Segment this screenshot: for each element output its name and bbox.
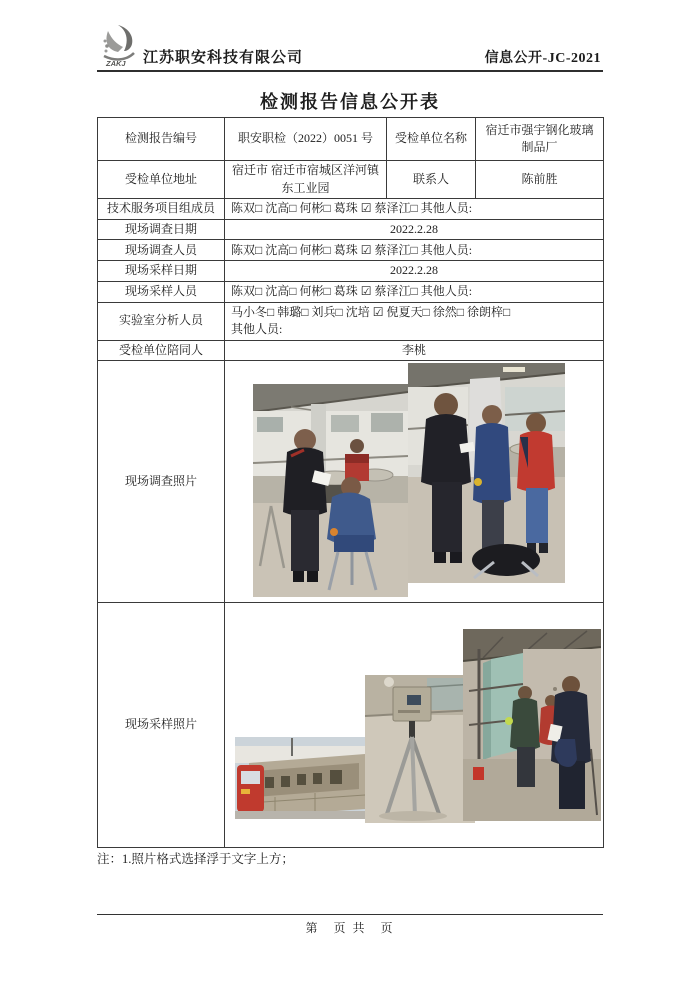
survey-photos-cell bbox=[225, 360, 604, 602]
unit-address-label: 受检单位地址 bbox=[98, 161, 225, 199]
contact-label: 联系人 bbox=[387, 161, 476, 199]
report-no-value: 职安职检（2022）0051 号 bbox=[225, 118, 387, 161]
row-lab-analysts bbox=[98, 302, 604, 340]
company-logo-icon bbox=[99, 22, 141, 68]
sampling-photo-3 bbox=[463, 629, 601, 821]
survey-date-label: 现场调查日期 bbox=[98, 220, 225, 240]
row-sampling-date bbox=[98, 261, 604, 281]
sampling-photo-1 bbox=[235, 737, 365, 819]
project-team-checkboxes: 陈双□ 沈高□ 何彬□ 葛珠 ☑ 蔡泽江□ 其他人员: bbox=[225, 199, 604, 220]
row-project-team bbox=[98, 199, 604, 220]
sampling-photos-label: 现场采样照片 bbox=[98, 602, 225, 847]
footer-divider bbox=[97, 914, 603, 915]
escort-label: 受检单位陪同人 bbox=[98, 340, 225, 360]
lab-analysts-line1: 马小冬□ 韩璐□ 刘兵□ 沈培 ☑ 倪夏天□ 徐然□ 徐朗梓□ bbox=[231, 304, 511, 319]
sampling-staff-checkboxes: 陈双□ 沈高□ 何彬□ 葛珠 ☑ 蔡泽江□ 其他人员: bbox=[225, 281, 604, 302]
sampling-date-value: 2022.2.28 bbox=[225, 261, 604, 281]
sampling-photos-cell bbox=[225, 602, 604, 847]
svg-text:ZAKJ: ZAKJ bbox=[106, 59, 126, 68]
row-report-no bbox=[98, 118, 604, 161]
survey-photos-label: 现场调查照片 bbox=[98, 360, 225, 602]
lab-analysts-label: 实验室分析人员 bbox=[98, 302, 225, 340]
document-code: 信息公开-JC-2021 bbox=[484, 51, 601, 66]
survey-photo-2 bbox=[408, 363, 565, 583]
sampling-photo-2 bbox=[365, 675, 475, 823]
row-escort bbox=[98, 340, 604, 360]
row-unit-address bbox=[98, 161, 604, 199]
row-sampling-photos bbox=[98, 602, 604, 847]
document-header bbox=[97, 22, 603, 72]
page-title: 检测报告信息公开表 bbox=[260, 92, 440, 112]
row-sampling-staff bbox=[98, 281, 604, 302]
survey-staff-checkboxes: 陈双□ 沈高□ 何彬□ 葛珠 ☑ 蔡泽江□ 其他人员: bbox=[225, 240, 604, 261]
sampling-date-label: 现场采样日期 bbox=[98, 261, 225, 281]
row-survey-staff bbox=[98, 240, 604, 261]
lab-analysts-line2: 其他人员: bbox=[231, 322, 283, 337]
survey-photo-1 bbox=[253, 384, 408, 597]
contact-value: 陈前胜 bbox=[476, 161, 604, 199]
unit-name-label: 受检单位名称 bbox=[387, 118, 476, 161]
row-survey-date bbox=[98, 220, 604, 240]
page-number: 第 页 共 页 bbox=[305, 921, 395, 935]
lab-analysts-checkboxes bbox=[225, 302, 604, 340]
row-survey-photos bbox=[98, 360, 604, 602]
survey-staff-label: 现场调查人员 bbox=[98, 240, 225, 261]
footnote: 注：1.照片格式选择浮于文字上方； bbox=[97, 852, 294, 866]
unit-address-value: 宿迁市 宿迁市宿城区洋河镇东工业园 bbox=[225, 161, 387, 199]
survey-date-value: 2022.2.28 bbox=[225, 220, 604, 240]
sampling-staff-label: 现场采样人员 bbox=[98, 281, 225, 302]
company-name: 江苏职安科技有限公司 bbox=[143, 50, 304, 66]
unit-name-value: 宿迁市强宇钢化玻璃制品厂 bbox=[476, 118, 604, 161]
report-info-table bbox=[97, 117, 604, 848]
escort-value: 李桃 bbox=[225, 340, 604, 360]
report-no-label: 检测报告编号 bbox=[98, 118, 225, 161]
project-team-label: 技术服务项目组成员 bbox=[98, 199, 225, 220]
